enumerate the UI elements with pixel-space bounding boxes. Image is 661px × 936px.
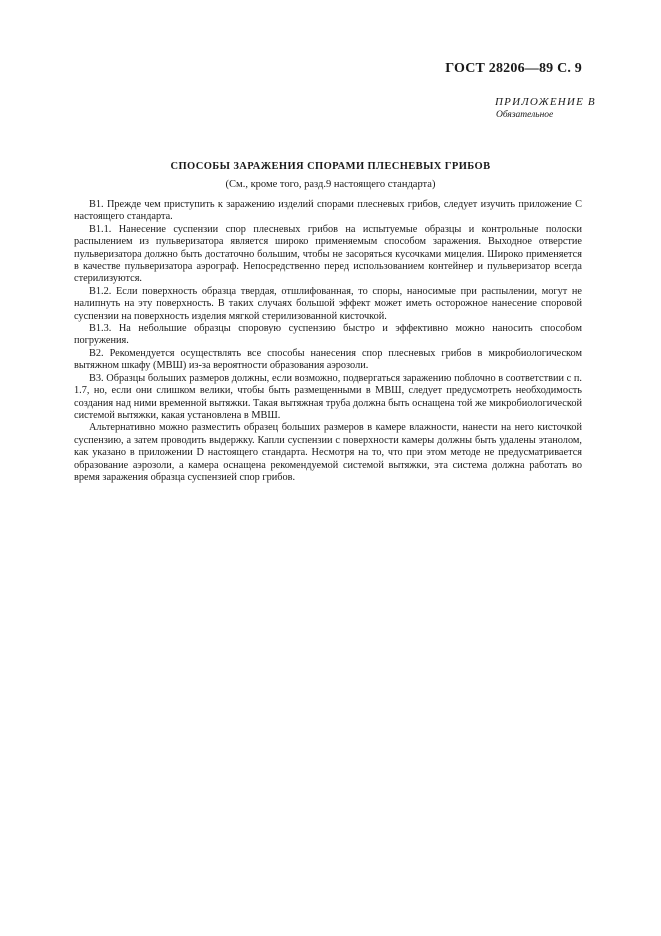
paragraph-b1: В1. Прежде чем приступить к заражению изделий спорами плесневых грибов, следует изучить приложение С настоящего стандарта. — [74, 199, 582, 223]
body-text — [74, 199, 582, 484]
paragraph-b1-3: В1.3. На небольшие образцы споровую суспензию быстро и эффективно можно наносить способом погружения. — [74, 323, 582, 347]
appendix-label: ПРИЛОЖЕНИЕ В — [495, 96, 596, 108]
paragraph-b1-2: В1.2. Если поверхность образца твердая, отшлифованная, то споры, наносимые при распылении, могут не налипнуть на эту поверхность. В таких случаях большой эффект может иметь осторожное нанесение споровой суспензии на поверхность изделия мягкой стерилизованной кисточкой. — [74, 285, 582, 322]
paragraph-b3: В3. Образцы больших размеров должны, если возможно, подвергаться заражению поблочно в соответствии с п. 1.7, но, если они слишком велики, чтобы быть размещенными в МВШ, следует предусмотреть необходимость создания над ними временной вытяжки. Такая вытяжная труба должна быть оснащена той же микробиологической системой вытяжки, какая установлена в МВШ. — [74, 372, 582, 421]
section-title: СПОСОБЫ ЗАРАЖЕНИЯ СПОРАМИ ПЛЕСНЕВЫХ ГРИБОВ — [170, 161, 491, 172]
appendix-status: Обязательное — [496, 110, 554, 120]
section-subtitle: (См., кроме того, разд.9 настоящего стандарта) — [225, 179, 436, 190]
paragraph-b1-1: В1.1. Нанесение суспензии спор плесневых грибов на испытуемые образцы и контрольные полоски распылением из пульверизатора является широко применяемым способом заражения. Выходное отверстие пульверизатора должно быть достаточно большим, чтобы не засоряться кусочками мицелия. Широко применяется в качестве пульверизатора аэрограф. Непосредственно перед использованием контейнер и пульверизатор всегда стерилизуются. — [74, 223, 582, 285]
paragraph-b2: В2. Рекомендуется осуществлять все способы нанесения спор плесневых грибов в микробиологическом вытяжном шкафу (МВШ) из-за вероятности образования аэрозоли. — [74, 347, 582, 372]
standard-code-header: ГОСТ 28206—89 С. 9 — [445, 61, 582, 76]
paragraph-b3-alternative: Альтернативно можно разместить образец больших размеров в камере влажности, нанести на него кисточкой суспензию, а затем проводить выдержку. Капли суспензии с поверхности камеры должны быть удалены этанолом, как указано в приложении D настоящего стандарта. Несмотря на то, что при этом методе не предусматривается образование аэрозоли, а камера оснащена рекомендуемой системой вытяжки, эта система должна работать во время заражения образца суспензией спор грибов. — [74, 422, 582, 483]
